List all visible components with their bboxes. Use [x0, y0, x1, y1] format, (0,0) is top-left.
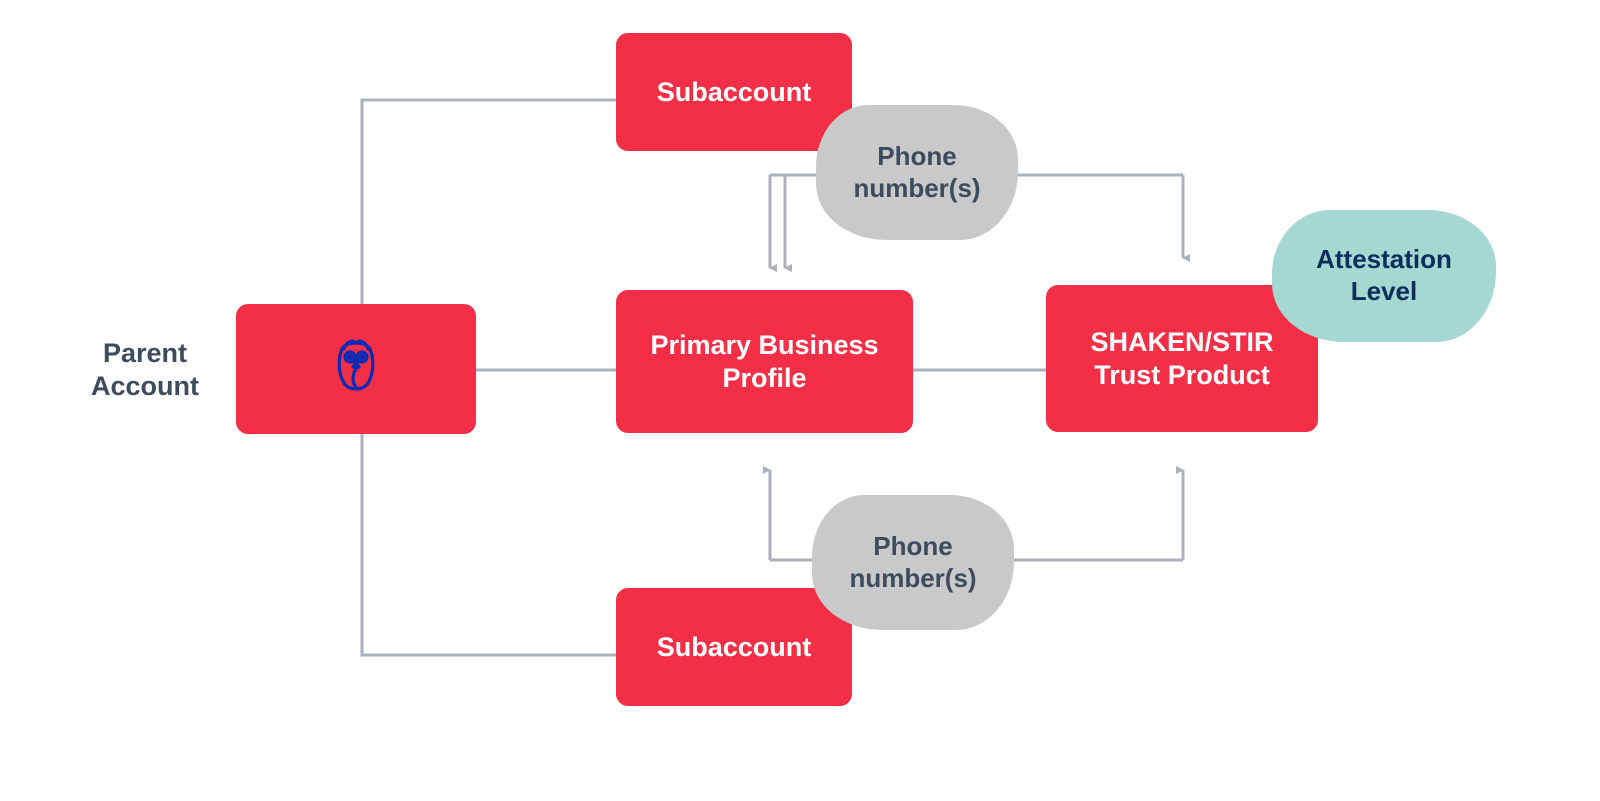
attestation-level-node[interactable] — [1272, 210, 1496, 342]
attestation-level-line2: Level — [1350, 276, 1418, 306]
primary-business-profile-line1: Primary Business — [650, 329, 879, 360]
phone-numbers-top-node[interactable] — [816, 105, 1018, 240]
trust-product-line1: SHAKEN/STIR — [1090, 326, 1274, 357]
subaccount-top-node[interactable] — [616, 33, 852, 151]
parent-account-label-line1: Parent — [102, 338, 188, 369]
phone-numbers-bottom-line2: number(s) — [849, 562, 977, 593]
phone-numbers-top-line1: Phone — [877, 140, 957, 171]
subaccount-top-label: Subaccount — [656, 76, 812, 107]
subaccount-bottom-node[interactable] — [616, 588, 852, 706]
parent-account-node[interactable] — [236, 304, 476, 434]
phone-numbers-bottom-line1: Phone — [873, 530, 953, 561]
phone-numbers-bottom-node[interactable] — [812, 495, 1014, 630]
parent-account-label-line2: Account — [91, 371, 199, 401]
attestation-level-line1: Attestation — [1316, 244, 1452, 275]
subaccount-bottom-label: Subaccount — [656, 631, 812, 662]
trust-product-line2: Trust Product — [1094, 359, 1270, 390]
owl-logo-icon — [328, 333, 384, 405]
primary-business-profile-line2: Profile — [722, 362, 807, 393]
parent-account-label — [60, 330, 230, 410]
phone-numbers-top-line2: number(s) — [853, 172, 981, 203]
primary-business-profile-node[interactable] — [616, 290, 913, 433]
